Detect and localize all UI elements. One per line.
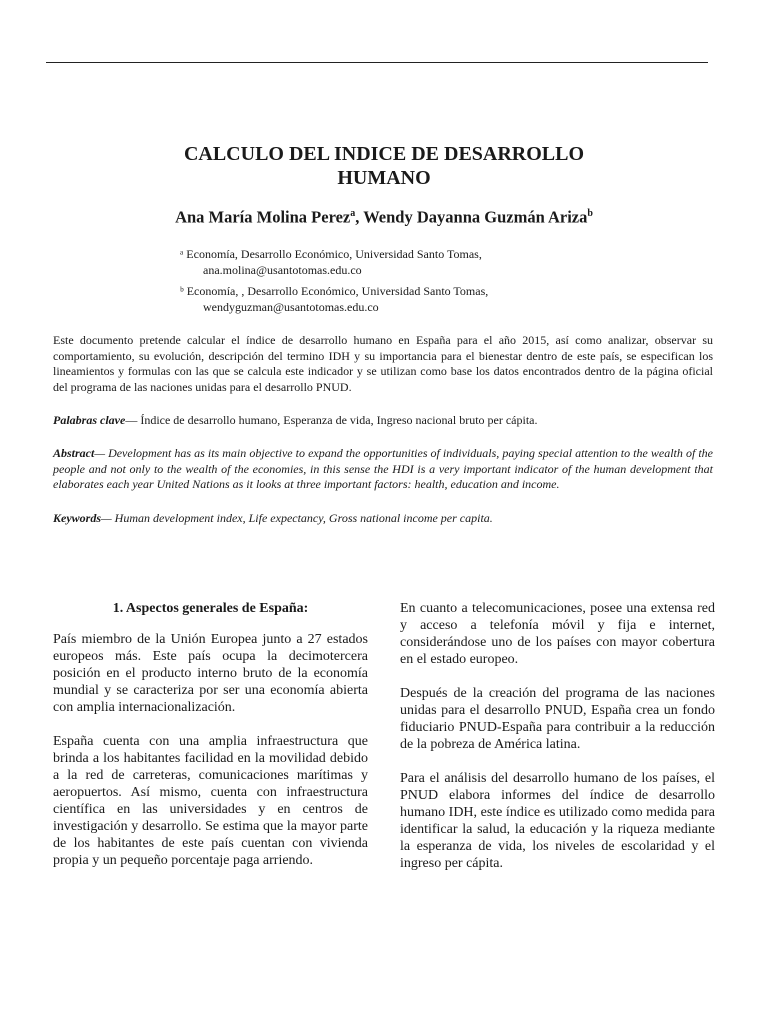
keywords-label: Keywords (53, 511, 101, 525)
affiliation-email: wendyguzman@usantotomas.edu.co (203, 300, 379, 314)
body-paragraph: En cuanto a telecomunicaciones, posee una extensa red y acceso a telefonía móvil y fija e internet, considerándose uno de los países con mayor cobertura en el estado europeo. (400, 601, 715, 667)
palabras-clave-text: — Índice de desarrollo humano, Esperanza de vida, Ingreso nacional bruto per cápita. (125, 413, 538, 427)
spanish-summary: Este documento pretende calcular el índice de desarrollo humano en España para el año 2015, así como analizar, observar su comportamiento, su evolución, descripción del termino IDH y su importancia para el bienestar dentro de este país, se especifican los lineamientos y formulas con las que se calcula este indicador y se utilizan como base los datos encontrados dentro de la página oficial del programa de las naciones unidas para el desarrollo PNUD. (53, 333, 713, 394)
author-list (80, 204, 688, 228)
paper-title (120, 142, 648, 190)
body-paragraph: Después de la creación del programa de las naciones unidas para el desarrollo PNUD, España crea un fondo fiduciario PNUD-España para contribuir a la reducción de la pobreza de América latina. (400, 686, 715, 752)
keywords-text: — Human development index, Life expectancy, Gross national income per capita. (101, 511, 493, 525)
body-paragraph: Para el análisis del desarrollo humano de los países, el PNUD elabora informes del índice de desarrollo humano IDH, este índice es utilizado como medida para identificar la salud, la educación y la riqueza mediante la esperanza de vida, los niveles de escolaridad y el ingreso per cápita. (400, 771, 715, 871)
author-affiliation-mark: b (587, 208, 593, 219)
affiliation-email: ana.molina@usantotomas.edu.co (203, 263, 362, 277)
paper-title-line1: CALCULO DEL INDICE DE DESARROLLO (183, 143, 585, 165)
affiliation-a (180, 246, 580, 278)
abstract-label: Abstract (53, 446, 95, 460)
affiliation-institution: ᵇ Economía, , Desarrollo Económico, Universidad Santo Tomas, (180, 284, 489, 298)
body-paragraph: España cuenta con una amplia infraestructura que brinda a los habitantes facilidad en la movilidad debido a la red de carreteras, comunicaciones marítimas y aeropuertos. Así mismo, cuenta con infraestructura científica en las universidades y en centros de investigación y desarrollo. Se estima que la mayor parte de los habitantes de este país cuentan con vivienda propia y un pequeño porcentaje paga arriendo. (53, 734, 368, 868)
author-name: Ana María Molina Perez (175, 207, 351, 227)
palabras-clave (53, 413, 713, 429)
abstract-text: — Development has as its main objective to expand the opportunities of individuals, paying special attention to the wealth of the people and not only to the wealth of the economies, in this sense the HDI is a very important indicator of the human development that elaborates each year United Nations as it looks at three important factors: health, education and income. (53, 446, 713, 491)
body-paragraph: País miembro de la Unión Europea junto a 27 estados europeos más. Este país ocupa la decimotercera posición en el producto interno bruto de la economía mundial y se caracteriza por ser una economía abierta con amplia internacionalización. (53, 632, 368, 715)
affiliation-institution: ᵃ Economía, Desarrollo Económico, Universidad Santo Tomas, (180, 247, 482, 261)
author-separator: , (355, 207, 364, 227)
paper-title-line2: HUMANO (337, 167, 431, 189)
header-rule (46, 62, 708, 63)
keywords (53, 511, 713, 527)
affiliation-b (180, 283, 580, 315)
right-column (400, 600, 715, 889)
left-column (53, 631, 368, 886)
abstract (53, 446, 713, 493)
author-affiliation-mark: a (350, 208, 356, 219)
author-name: Wendy Dayanna Guzmán Ariza (363, 207, 588, 227)
palabras-clave-label: Palabras clave (53, 413, 126, 427)
section-heading: 1. Aspectos generales de España: (112, 601, 309, 616)
